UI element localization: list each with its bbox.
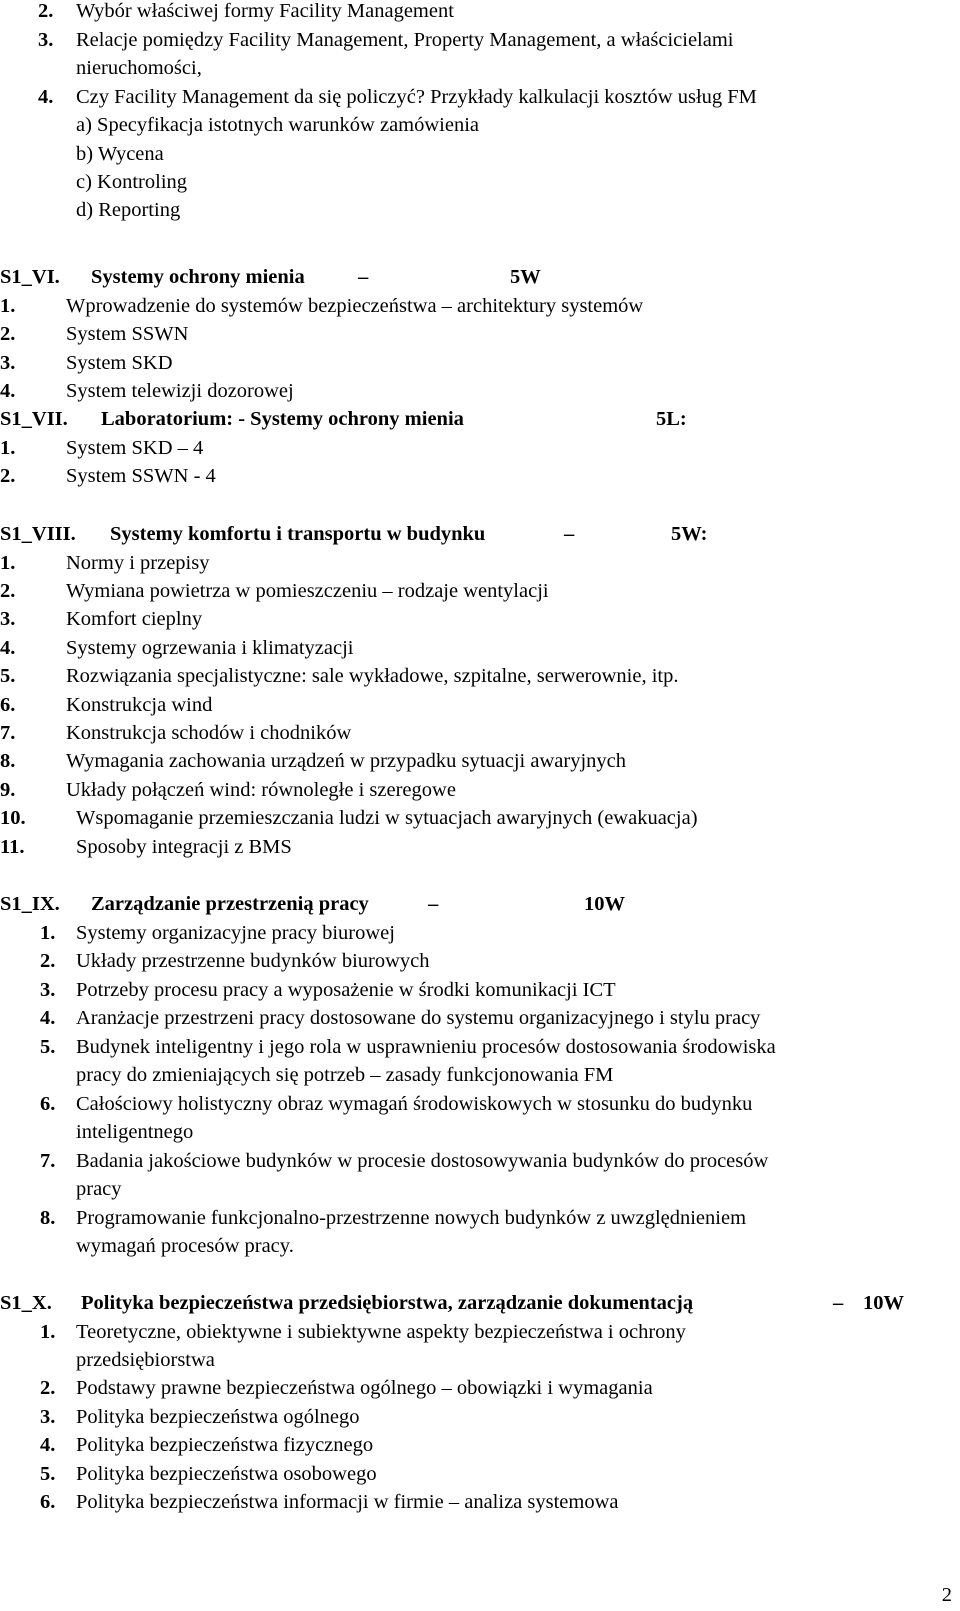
list-number: 4.	[38, 86, 54, 108]
list-number: 4.	[0, 380, 16, 402]
list-item-text: b) Wycena	[76, 143, 164, 165]
section-title: Polityka bezpieczeństwa przedsiębiorstwa, zarządzanie dokumentacją	[81, 1292, 694, 1314]
section-title: Systemy ochrony mienia	[91, 266, 305, 288]
list-item-text: System SSWN	[66, 323, 189, 345]
list-number: 6.	[40, 1491, 56, 1513]
list-item-text: wymagań procesów pracy.	[76, 1235, 294, 1257]
list-number: 1.	[0, 552, 16, 574]
list-item-text: Sposoby integracji z BMS	[76, 836, 292, 858]
list-number: 5.	[40, 1036, 56, 1058]
section-code: S1_X.	[0, 1292, 52, 1314]
list-item-text: przedsiębiorstwa	[76, 1349, 215, 1371]
list-number: 3.	[40, 979, 56, 1001]
list-item-text: System SKD – 4	[66, 437, 204, 459]
list-item-text: Czy Facility Management da się policzyć? Przykłady kalkulacji kosztów usług FM	[76, 86, 757, 108]
section-hours: 10W	[863, 1292, 904, 1314]
list-item-text: Potrzeby procesu pracy a wyposażenie w środki komunikacji ICT	[76, 979, 616, 1001]
list-item-text: Wymiana powietrza w pomieszczeniu – rodzaje wentylacji	[66, 580, 549, 602]
list-number: 5.	[0, 665, 16, 687]
list-item-text: a) Specyfikacja istotnych warunków zamówienia	[76, 114, 480, 136]
section-dash: –	[564, 523, 575, 545]
list-number: 7.	[0, 722, 16, 744]
section-hours: 5W	[510, 266, 541, 288]
list-item-text: Wprowadzenie do systemów bezpieczeństwa – architektury systemów	[66, 295, 644, 317]
list-item-text: Budynek inteligentny i jego rola w usprawnieniu procesów dostosowania środowiska	[76, 1036, 776, 1058]
list-item-text: Wybór właściwej formy Facility Management	[76, 0, 454, 22]
list-item-text: Polityka bezpieczeństwa informacji w firmie – analiza systemowa	[76, 1491, 619, 1513]
list-item-text: pracy do zmieniających się potrzeb – zasady funkcjonowania FM	[76, 1064, 614, 1086]
section-hours: 5L:	[656, 408, 687, 430]
list-item-text: Układy połączeń wind: równoległe i szeregowe	[66, 779, 456, 801]
list-number: 10.	[0, 807, 26, 829]
page-number: 2	[941, 1584, 952, 1606]
list-number: 2.	[0, 465, 16, 487]
list-number: 5.	[40, 1463, 56, 1485]
section-dash: –	[428, 893, 439, 915]
list-item-text: d) Reporting	[76, 199, 181, 221]
list-number: 11.	[0, 836, 25, 858]
list-item-text: Polityka bezpieczeństwa ogólnego	[76, 1406, 360, 1428]
section-code: S1_VI.	[0, 266, 60, 288]
list-number: 3.	[0, 608, 16, 630]
list-number: 6.	[0, 694, 16, 716]
list-item-text: Konstrukcja schodów i chodników	[66, 722, 352, 744]
list-item-text: Komfort cieplny	[66, 608, 203, 630]
list-number: 9.	[0, 779, 16, 801]
list-number: 3.	[40, 1406, 56, 1428]
list-item-text: Badania jakościowe budynków w procesie dostosowywania budynków do procesów	[76, 1150, 769, 1172]
list-number: 3.	[38, 29, 54, 51]
list-item-text: Normy i przepisy	[66, 552, 210, 574]
section-hours: 10W	[584, 893, 625, 915]
section-title: Laboratorium: - Systemy ochrony mienia	[101, 408, 464, 430]
list-item-text: Wspomaganie przemieszczania ludzi w sytuacjach awaryjnych (ewakuacja)	[76, 807, 698, 829]
list-number: 8.	[40, 1207, 56, 1229]
list-item-text: Systemy organizacyjne pracy biurowej	[76, 922, 395, 944]
list-item-text: Teoretyczne, obiektywne i subiektywne aspekty bezpieczeństwa i ochrony	[76, 1321, 686, 1343]
list-item-text: System SKD	[66, 352, 173, 374]
list-number: 1.	[40, 1321, 56, 1343]
section-title: Zarządzanie przestrzenią pracy	[91, 893, 369, 915]
list-item-text: nieruchomości,	[76, 57, 202, 79]
list-number: 8.	[0, 750, 16, 772]
list-number: 2.	[40, 1377, 56, 1399]
list-item-text: Konstrukcja wind	[66, 694, 213, 716]
list-number: 4.	[0, 637, 16, 659]
list-item-text: Całościowy holistyczny obraz wymagań środowiskowych w stosunku do budynku	[76, 1093, 753, 1115]
section-dash: –	[833, 1292, 844, 1314]
list-number: 1.	[40, 922, 56, 944]
section-code: S1_VIII.	[0, 523, 76, 545]
list-item-text: Polityka bezpieczeństwa fizycznego	[76, 1434, 374, 1456]
list-item-text: Układy przestrzenne budynków biurowych	[76, 950, 430, 972]
list-item-text: Wymagania zachowania urządzeń w przypadku sytuacji awaryjnych	[66, 750, 626, 772]
list-item-text: Polityka bezpieczeństwa osobowego	[76, 1463, 377, 1485]
list-item-text: Rozwiązania specjalistyczne: sale wykładowe, szpitalne, serwerownie, itp.	[66, 665, 679, 687]
list-number: 2.	[38, 0, 54, 22]
list-item-text: pracy	[76, 1178, 122, 1200]
list-number: 3.	[0, 352, 16, 374]
list-item-text: Podstawy prawne bezpieczeństwa ogólnego – obowiązki i wymagania	[76, 1377, 653, 1399]
list-item-text: Programowanie funkcjonalno-przestrzenne nowych budynków z uwzględnieniem	[76, 1207, 747, 1229]
list-number: 2.	[40, 950, 56, 972]
list-number: 7.	[40, 1150, 56, 1172]
list-item-text: Systemy ogrzewania i klimatyzacji	[66, 637, 354, 659]
list-item-text: System SSWN - 4	[66, 465, 216, 487]
list-number: 4.	[40, 1434, 56, 1456]
list-item-text: Relacje pomiędzy Facility Management, Property Management, a właścicielami	[76, 29, 734, 51]
list-number: 4.	[40, 1007, 56, 1029]
list-item-text: Aranżacje przestrzeni pracy dostosowane do systemu organizacyjnego i stylu pracy	[76, 1007, 761, 1029]
list-number: 1.	[0, 295, 16, 317]
list-number: 6.	[40, 1093, 56, 1115]
list-item-text: c) Kontroling	[76, 171, 188, 193]
section-code: S1_IX.	[0, 893, 60, 915]
section-hours: 5W:	[671, 523, 708, 545]
section-code: S1_VII.	[0, 408, 68, 430]
list-item-text: System telewizji dozorowej	[66, 380, 294, 402]
list-number: 2.	[0, 580, 16, 602]
section-title: Systemy komfortu i transportu w budynku	[110, 523, 486, 545]
list-number: 1.	[0, 437, 16, 459]
section-dash: –	[358, 266, 369, 288]
list-number: 2.	[0, 323, 16, 345]
list-item-text: inteligentnego	[76, 1121, 194, 1143]
